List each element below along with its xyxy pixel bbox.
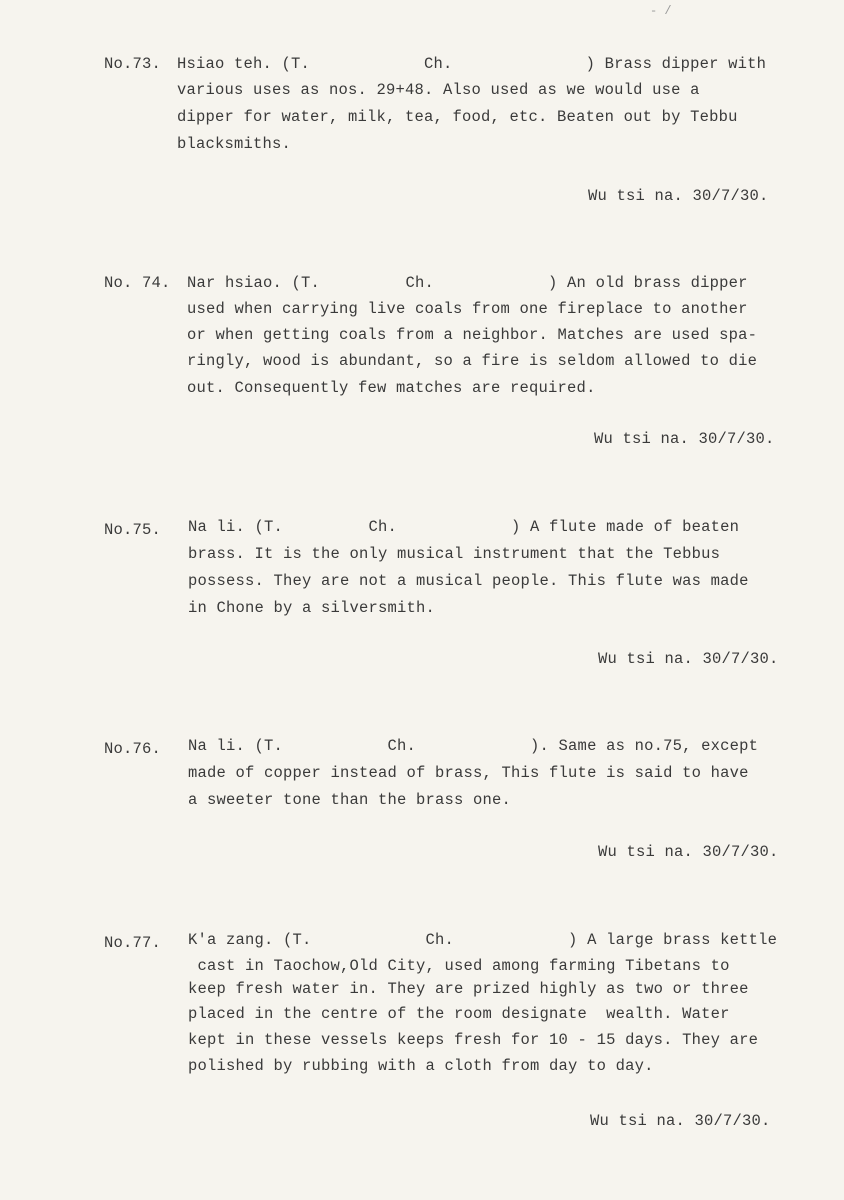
entry-text-line: in Chone by a silversmith.	[188, 599, 436, 617]
entry-text-line: Na li. (T. Ch. ) A flute made of beaten	[188, 518, 740, 536]
entry-text-line: Na li. (T. Ch. ). Same as no.75, except	[188, 737, 759, 755]
entry-text-line: a sweeter tone than the brass one.	[188, 791, 512, 809]
entry-text-line: possess. They are not a musical people. This flute was made	[188, 572, 749, 590]
entry-text-line: polished by rubbing with a cloth from day to day.	[188, 1057, 654, 1075]
entry-text-line: Nar hsiao. (T. Ch. ) An old brass dipper	[187, 274, 748, 292]
signature-date: Wu tsi na. 30/7/30.	[588, 187, 769, 205]
entry-number: No.75.	[104, 521, 162, 539]
signature-date: Wu tsi na. 30/7/30.	[594, 430, 775, 448]
entry-text-line: made of copper instead of brass, This flute is said to have	[188, 764, 749, 782]
signature-date: Wu tsi na. 30/7/30.	[598, 650, 779, 668]
entry-number: No. 74.	[104, 274, 171, 292]
page-mark: - /	[650, 4, 672, 18]
entry-number: No.76.	[104, 740, 162, 758]
entry-text-line: blacksmiths.	[177, 135, 292, 153]
entry-text-line: keep fresh water in. They are prized highly as two or three	[188, 980, 749, 998]
entry-text-line: various uses as nos. 29+48. Also used as we would use a	[177, 81, 700, 99]
entry-text-line: used when carrying live coals from one fireplace to another	[187, 300, 748, 318]
entry-text-line: kept in these vessels keeps fresh for 10 - 15 days. They are	[188, 1031, 759, 1049]
entry-number: No.73.	[104, 55, 162, 73]
entry-text-line: out. Consequently few matches are required.	[187, 379, 596, 397]
signature-date: Wu tsi na. 30/7/30.	[590, 1112, 771, 1130]
entry-text-line: placed in the centre of the room designate wealth. Water	[188, 1005, 730, 1023]
entry-text-line: or when getting coals from a neighbor. Matches are used spa-	[187, 326, 758, 344]
entry-number: No.77.	[104, 934, 162, 952]
entry-text-line: cast in Taochow,Old City, used among farming Tibetans to	[188, 957, 730, 975]
signature-date: Wu tsi na. 30/7/30.	[598, 843, 779, 861]
entry-text-line: Hsiao teh. (T. Ch. ) Brass dipper with	[177, 55, 767, 73]
entry-text-line: dipper for water, milk, tea, food, etc. Beaten out by Tebbu	[177, 108, 738, 126]
entry-text-line: ringly, wood is abundant, so a fire is seldom allowed to die	[187, 352, 758, 370]
entry-text-line: brass. It is the only musical instrument that the Tebbus	[188, 545, 721, 563]
entry-text-line: K'a zang. (T. Ch. ) A large brass kettle	[188, 931, 778, 949]
